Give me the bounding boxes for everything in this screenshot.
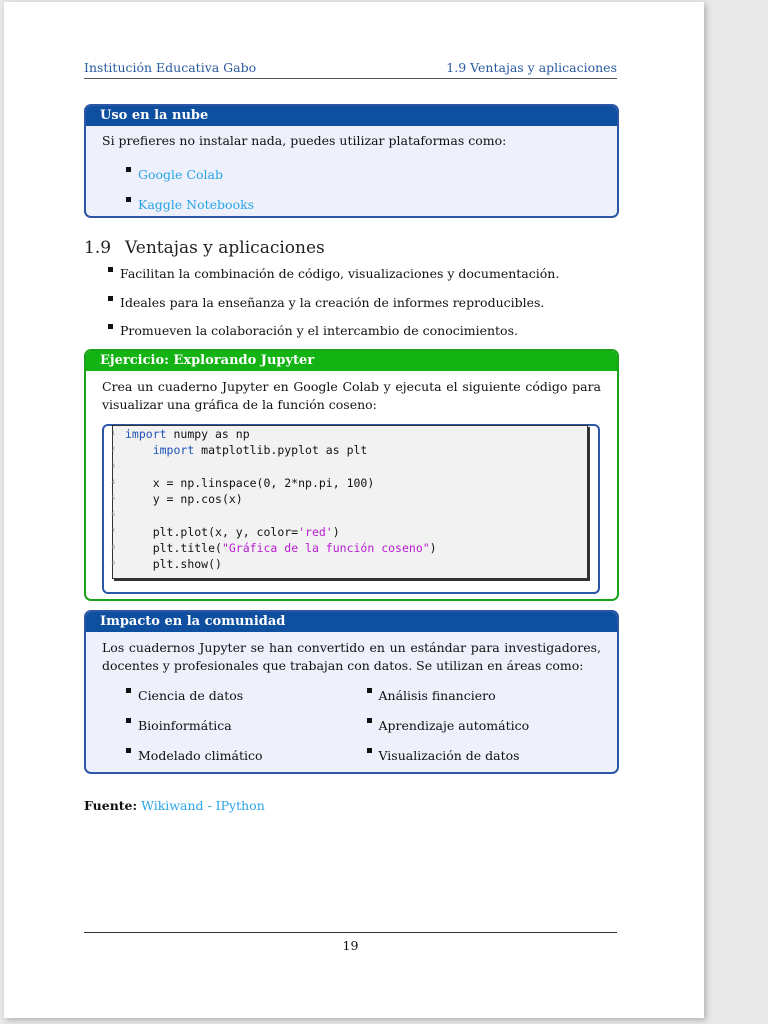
- list-item: Ideales para la enseñanza y la creación de informes reproducibles.: [102, 289, 622, 318]
- line-number: 6: [111, 511, 115, 519]
- list-item: Modelado climático: [120, 741, 361, 771]
- source-label: Fuente:: [84, 798, 138, 813]
- code-text: y = np.cos(x): [152, 492, 243, 507]
- list-item: Visualización de datos: [361, 741, 602, 771]
- impact-text: Los cuadernos Jupyter se han convertido en un estándar para investigadores, docentes y profesionales que trabajan con datos. Se utilizan en áreas como:: [102, 640, 601, 673]
- header-section: 1.9 Ventajas y aplicaciones: [446, 60, 617, 75]
- exercise-box: [84, 349, 619, 601]
- line-number: 5: [111, 495, 115, 503]
- code-line: [113, 459, 587, 475]
- line-number: 7: [111, 527, 115, 535]
- exercise-title: Ejercicio: Explorando Jupyter: [86, 351, 617, 371]
- code-block: [112, 425, 588, 579]
- code-line: [113, 491, 587, 507]
- advantages-list: [102, 260, 622, 346]
- list-item: Facilitan la combinación de código, visualizaciones y documentación.: [102, 260, 622, 289]
- line-number: 9: [111, 560, 115, 568]
- impact-list-left: [120, 681, 361, 771]
- impact-box: [84, 610, 619, 774]
- code-text: import numpy as np: [125, 427, 250, 441]
- list-item: Promueven la colaboración y el intercambio de conocimientos.: [102, 317, 622, 346]
- line-number: 3: [111, 462, 115, 470]
- code-line: [113, 540, 587, 556]
- list-item: Análisis financiero: [361, 681, 602, 711]
- code-line: [113, 556, 587, 572]
- link-kaggle-notebooks[interactable]: Kaggle Notebooks: [120, 190, 601, 220]
- cloud-box-intro: Si prefieres no instalar nada, puedes utilizar plataformas como:: [102, 133, 507, 148]
- code-line: [113, 524, 587, 540]
- footer-rule: [84, 932, 617, 933]
- code-text: import matplotlib.pyplot as plt: [152, 443, 368, 458]
- cloud-usage-box: [84, 104, 619, 218]
- impact-title: Impacto en la comunidad: [86, 612, 617, 632]
- running-header: [84, 60, 617, 79]
- header-institution: Institución Educativa Gabo: [84, 60, 257, 75]
- line-number: 4: [111, 478, 115, 486]
- cloud-box-title: Uso en la nube: [86, 106, 617, 126]
- list-item: Bioinformática: [120, 711, 361, 741]
- code-line: [113, 442, 587, 458]
- page-number: 19: [342, 938, 359, 953]
- code-line: [113, 475, 587, 491]
- code-text: x = np.linspace(0, 2*np.pi, 100): [152, 475, 375, 490]
- code-text: plt.show(): [152, 557, 222, 572]
- source-line: [84, 798, 265, 813]
- line-number: 2: [111, 446, 115, 454]
- code-text: plt.plot(x, y, color='red'): [152, 524, 340, 539]
- line-number: 1: [111, 430, 115, 437]
- section-heading: 1.9 Ventajas y aplicaciones: [84, 238, 325, 258]
- link-google-colab[interactable]: Google Colab: [120, 160, 601, 190]
- list-item: Aprendizaje automático: [361, 711, 602, 741]
- exercise-text: Crea un cuaderno Jupyter en Google Colab y ejecuta el siguiente código para visualizar una gráfica de la función coseno:: [102, 379, 601, 412]
- code-line: [113, 507, 587, 523]
- list-item: Ciencia de datos: [120, 681, 361, 711]
- line-number: 8: [111, 544, 115, 552]
- code-line: [113, 426, 587, 442]
- code-frame: [102, 424, 600, 594]
- source-link[interactable]: Wikiwand - IPython: [141, 798, 265, 813]
- code-text: plt.title("Gráfica de la función coseno"): [152, 541, 437, 556]
- impact-list-right: [361, 681, 602, 771]
